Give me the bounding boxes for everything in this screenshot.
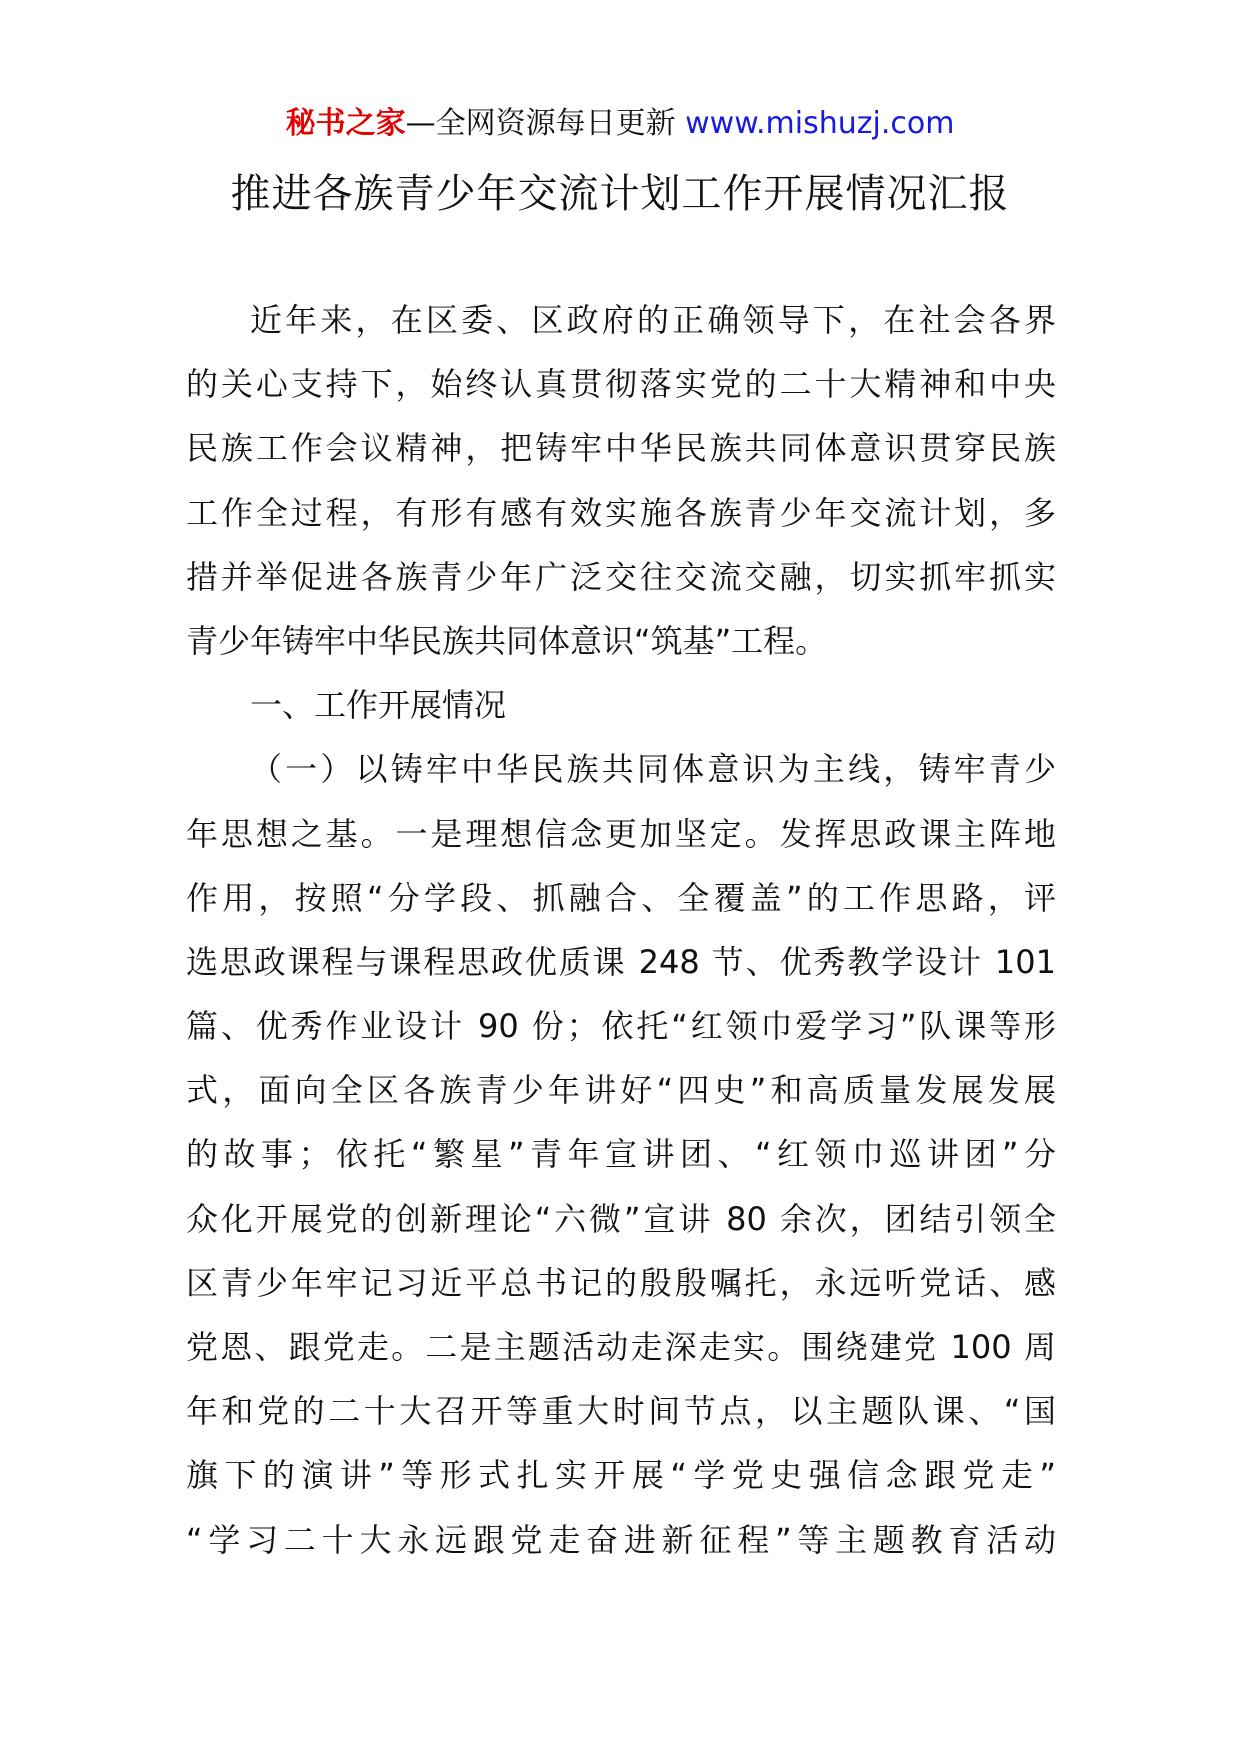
- paragraph-line: 民族工作会议精神，把铸牢中华民族共同体意识贯穿民族: [186, 429, 1056, 468]
- paragraph-line: 措并举促进各族青少年广泛交往交流交融，切实抓牢抓实: [186, 557, 1056, 596]
- paragraph-line: 党恩、跟党走。二是主题活动走深走实。围绕建党 100 周: [186, 1328, 1056, 1366]
- paragraph-line: 篇、优秀作业设计 90 份；依托“红领巾爱学习”队课等形: [186, 1007, 1056, 1046]
- paragraph-line: 众化开展党的创新理论“六微”宣讲 80 余次，团结引领全: [186, 1199, 1056, 1238]
- paragraph-line: 的关心支持下，始终认真贯彻落实党的二十大精神和中央: [186, 365, 1056, 404]
- paragraph-line: 旗下的演讲”等形式扎实开展“学党史强信念跟党走”: [186, 1456, 1056, 1495]
- paragraph-line: 的故事；依托“繁星”青年宣讲团、“红领巾巡讲团”分: [186, 1135, 1056, 1174]
- paragraph-line: 作用，按照“分学段、抓融合、全覆盖”的工作思路，评: [186, 878, 1056, 917]
- site-header: [0, 100, 1240, 148]
- paragraph-line: 青少年铸牢中华民族共同体意识“筑基”工程。: [186, 621, 828, 660]
- paragraph-line: 年思想之基。一是理想信念更加坚定。发挥思政课主阵地: [186, 814, 1056, 853]
- paragraph-line: （一）以铸牢中华民族共同体意识为主线，铸牢青少: [250, 750, 1056, 789]
- paragraph-line: 式，面向全区各族青少年讲好“四史”和高质量发展发展: [186, 1071, 1056, 1110]
- paragraph-line: 区青少年牢记习近平总书记的殷殷嘱托，永远听党话、感: [186, 1263, 1056, 1302]
- paragraph-line: 选思政课程与课程思政优质课 248 节、优秀教学设计 101: [186, 942, 1056, 981]
- paragraph-line: 年和党的二十大召开等重大时间节点，以主题队课、“国: [186, 1392, 1056, 1431]
- section-heading: 一、工作开展情况: [250, 686, 507, 725]
- paragraph-line: 近年来，在区委、区政府的正确领导下，在社会各界: [250, 301, 1056, 339]
- document-title: 推进各族青少年交流计划工作开展情况汇报: [230, 171, 1010, 217]
- paragraph-line: 工作全过程，有形有感有效实施各族青少年交流计划，多: [186, 493, 1056, 532]
- site-url-link[interactable]: www.mishuzj.com: [685, 106, 955, 141]
- brand-name: 秘书之家: [285, 106, 406, 141]
- paragraph-line: “学习二十大永远跟党走奋进新征程”等主题教育活动: [186, 1520, 1056, 1559]
- document-body: [186, 288, 1056, 1572]
- header-tagline: —全网资源每日更新: [405, 106, 686, 141]
